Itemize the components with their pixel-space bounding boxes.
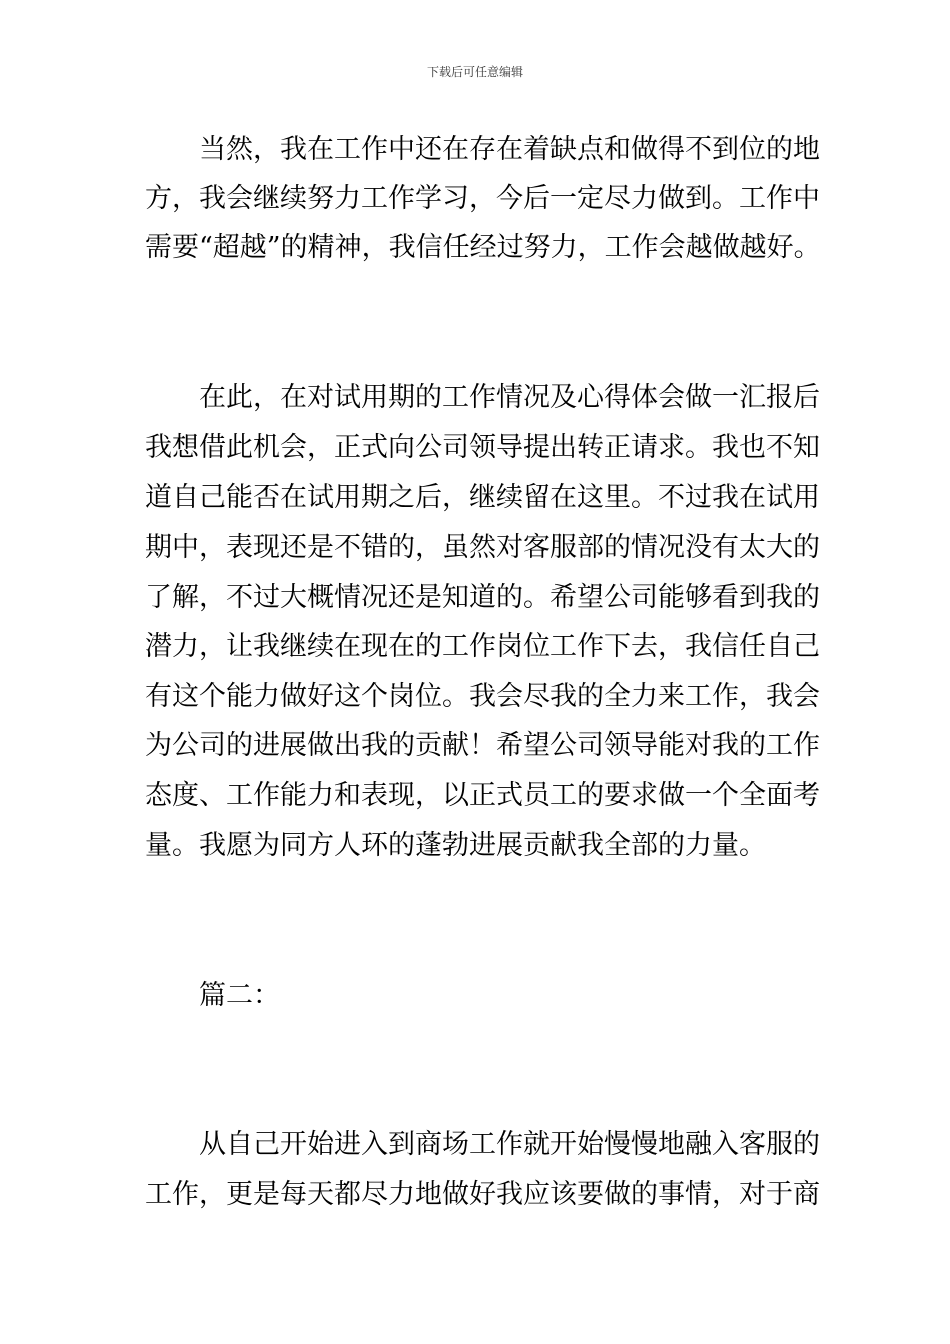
paragraph-line: 有这个能力做好这个岗位。我会尽我的全力来工作，我会	[145, 681, 820, 712]
page-header: 下载后可任意编辑	[426, 65, 523, 79]
paragraph-line: 需要“超越”的精神，我信任经过努力，工作会越做越好。	[145, 232, 821, 263]
paragraph-line: 潜力，让我继续在现在的工作岗位工作下去，我信任自己	[145, 631, 820, 662]
paragraph-line: 工作，更是每天都尽力地做好我应该要做的事情，对于商	[145, 1179, 820, 1210]
paragraph-line: 我想借此机会，正式向公司领导提出转正请求。我也不知	[145, 432, 820, 463]
paragraph-line: 方，我会继续努力工作学习，今后一定尽力做到。工作中	[145, 183, 820, 214]
paragraph-line: 在此，在对试用期的工作情况及心得体会做一汇报后	[145, 382, 820, 413]
paragraph-line: 期中，表现还是不错的，虽然对客服部的情况没有太大的	[145, 532, 820, 563]
paragraph-line: 了解，不过大概情况还是知道的。希望公司能够看到我的	[145, 582, 820, 613]
paragraph-line: 为公司的进展做出我的贡献！希望公司领导能对我的工作	[145, 730, 820, 761]
paragraph-line: 从自己开始进入到商场工作就开始慢慢地融入客服的	[145, 1129, 820, 1160]
paragraph-line: 当然，我在工作中还在存在着缺点和做得不到位的地	[145, 134, 820, 165]
paragraph-line: 道自己能否在试用期之后，继续留在这里。不过我在试用	[145, 482, 820, 513]
paragraph-line: 量。我愿为同方人环的蓬勃进展贡献我全部的力量。	[145, 830, 766, 861]
paragraph-line: 态度、工作能力和表现，以正式员工的要求做一个全面考	[145, 780, 820, 811]
section-heading: 篇二：	[145, 980, 280, 1011]
